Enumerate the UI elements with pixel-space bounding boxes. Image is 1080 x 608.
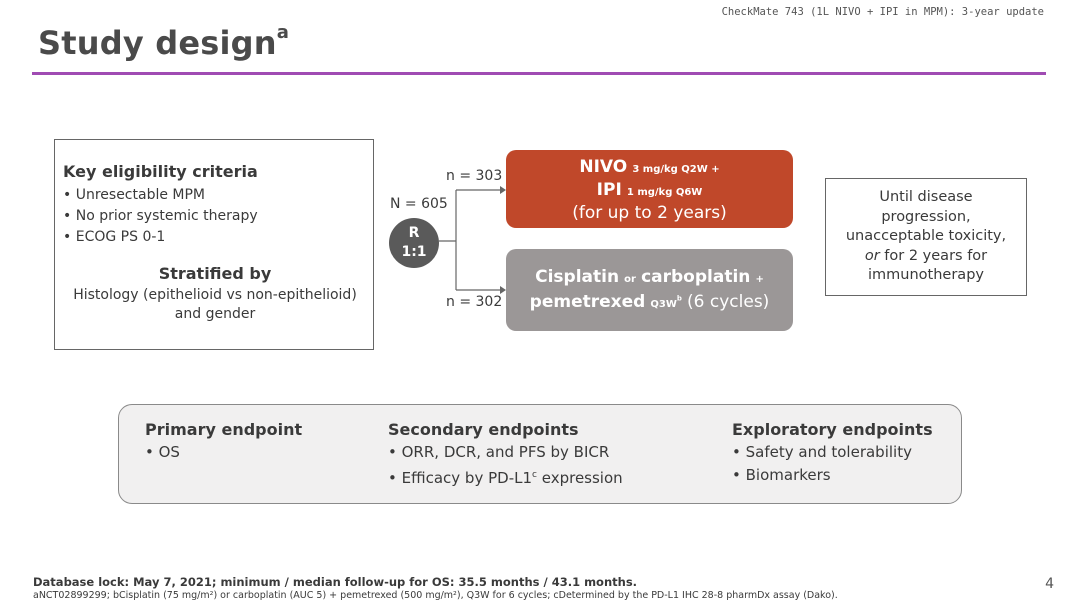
secondary-endpoints (388, 420, 623, 490)
endpoint-item: • Safety and tolerability (732, 441, 933, 464)
primary-endpoint (145, 420, 302, 464)
circle-line: R (408, 225, 420, 241)
strat-heading: Stratified by (158, 264, 272, 283)
eligibility-item: • No prior systemic therapy (63, 206, 373, 227)
title-text: Study design (38, 24, 277, 62)
strat-line: Histology (epithelioid vs non-epithelioid) (73, 287, 357, 303)
nivo-ipi-arm (506, 150, 793, 228)
eligibility-heading: Key eligibility criteria (63, 162, 258, 181)
arm-schedule: Q3W (650, 299, 677, 310)
arm-drug: IPI (596, 180, 622, 200)
endpoint-heading: Exploratory endpoints (732, 420, 933, 439)
randomization-circle (389, 218, 439, 268)
endpoint-text: expression (536, 469, 623, 487)
chemo-arm (506, 249, 793, 331)
treatment-duration-box (825, 178, 1027, 296)
until-line: Until disease (879, 189, 973, 205)
arm-drug: pemetrexed (529, 292, 646, 312)
endpoint-item: • ORR, DCR, and PFS by BICR (388, 441, 623, 464)
until-line: progression, (881, 208, 971, 225)
until-line: unacceptable toxicity, (845, 228, 1007, 244)
arm-dose: 3 mg/kg Q2W + (632, 164, 720, 175)
page-number: 4 (1045, 576, 1054, 592)
arm-schedule-sup: b (676, 294, 682, 303)
endpoint-list (732, 441, 933, 487)
strat-line: and gender (174, 306, 256, 322)
references-footnote: aNCT02899299; bCisplatin (75 mg/m²) or carboplatin (AUC 5) + pemetrexed (500 mg/m²), Q3W for 6 cycles; cDetermined by the PD-L1 IHC 28-8 pharmDx assay (Dako). (33, 590, 838, 601)
endpoints-panel (118, 404, 962, 504)
endpoint-text: Efficacy by PD-L1 (401, 469, 533, 487)
n-arm2-label: n = 302 (446, 294, 503, 310)
endpoint-sup: c (532, 470, 537, 480)
arm-drug: Cisplatin (535, 267, 620, 287)
n-total-label: N = 605 (390, 196, 448, 212)
arm-drug: carboplatin (641, 267, 751, 287)
header-note: CheckMate 743 (1L NIVO + IPI in MPM): 3-year update (721, 6, 1044, 18)
endpoint-list (388, 441, 623, 490)
title-superscript: a (276, 22, 290, 44)
eligibility-item: • Unresectable MPM (63, 185, 373, 206)
endpoint-item: • Biomarkers (732, 464, 933, 487)
arm-drug: NIVO (579, 157, 628, 177)
until-or: or (864, 247, 880, 264)
exploratory-endpoints (732, 420, 933, 487)
arm-plus: + (755, 274, 764, 285)
endpoint-item (388, 464, 623, 490)
endpoint-item: • OS (145, 441, 302, 464)
arm-cycles: (6 cycles) (687, 292, 770, 312)
eligibility-item: • ECOG PS 0-1 (63, 227, 373, 248)
endpoint-heading: Primary endpoint (145, 420, 303, 439)
arm-dose: 1 mg/kg Q6W (626, 187, 703, 198)
n-arm1-label: n = 303 (446, 168, 503, 184)
circle-line: 1:1 (401, 244, 427, 260)
arm-or: or (624, 274, 636, 285)
arm-duration: (for up to 2 years) (572, 203, 727, 223)
until-line (826, 247, 1026, 267)
until-rest: for 2 years for (879, 247, 988, 264)
database-lock-footnote: Database lock: May 7, 2021; minimum / median follow-up for OS: 35.5 months / 43.1 months. (33, 575, 638, 589)
endpoint-list (145, 441, 302, 464)
until-line: immunotherapy (868, 267, 984, 283)
endpoint-heading: Secondary endpoints (388, 420, 579, 439)
